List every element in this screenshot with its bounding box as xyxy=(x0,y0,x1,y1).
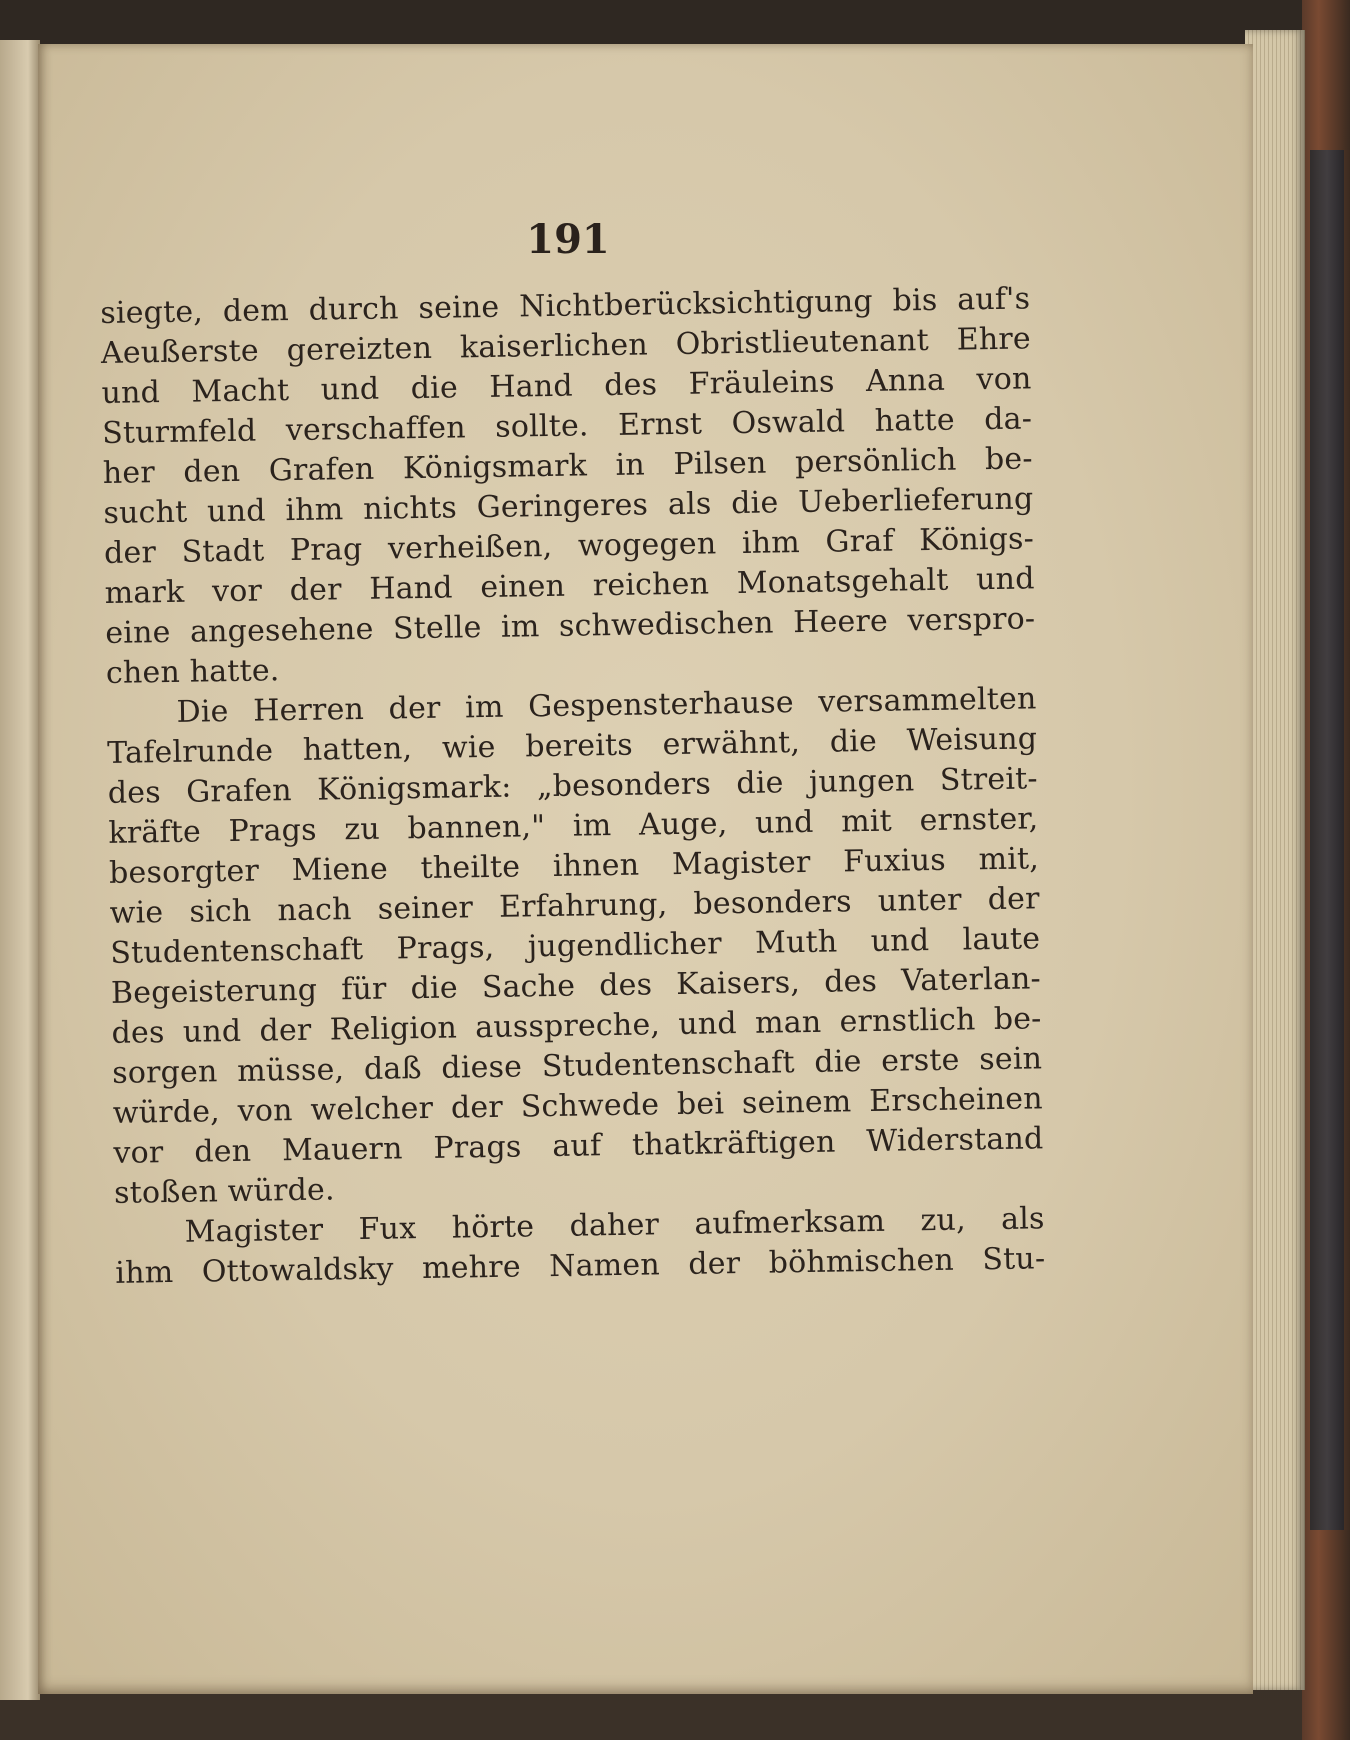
paragraph xyxy=(106,679,1044,1214)
text-line: Magister Fux hörte daher aufmerksam zu, als xyxy=(184,1201,1045,1250)
text-line: Die Herren der im Gespensterhause versammelten xyxy=(176,681,1037,730)
text-line: Begeisterung für die Sache des Kaisers, des Vaterlan- xyxy=(110,961,1042,1011)
facing-page-edge xyxy=(0,40,40,1700)
page-number: 191 xyxy=(526,216,610,263)
book-page xyxy=(38,44,1253,1694)
text-line: sucht und ihm nichts Geringeres als die Ueberlieferung xyxy=(103,481,1034,531)
text-line: Studentenschaft Prags, jugendlicher Muth und laute xyxy=(110,921,1041,971)
text-line: des und der Religion ausspreche, und man ernstlich be- xyxy=(111,1001,1042,1051)
text-line: Sturmfeld verschaffen sollte. Ernst Oswald hatte da- xyxy=(101,401,1033,451)
text-line: des Grafen Königsmark: „besonders die jungen Streit- xyxy=(107,761,1039,811)
text-line: chen hatte. xyxy=(105,653,280,691)
paragraph xyxy=(100,279,1036,694)
text-line: besorgter Miene theilte ihnen Magister Fuxius mit, xyxy=(108,841,1040,891)
text-line: sorgen müsse, daß diese Studentenschaft die erste sein xyxy=(111,1041,1043,1091)
text-line: wie sich nach seiner Erfahrung, besonders unter der xyxy=(109,881,1040,931)
text-line: siegte, dem durch seine Nichtberücksichtigung bis auf's xyxy=(100,281,1031,331)
text-line: und Macht und die Hand des Fräuleins Anna von xyxy=(101,361,1032,411)
text-line: vor den Mauern Prags auf thatkräftigen Widerstand xyxy=(113,1121,1044,1171)
text-line: ihm Ottowaldsky mehre Namen der böhmischen Stu- xyxy=(115,1241,1046,1291)
text-line: würde, von welcher der Schwede bei seinem Erscheinen xyxy=(112,1081,1044,1131)
cover-band xyxy=(1310,150,1344,1530)
text-line: Tafelrunde hatten, wie bereits erwähnt, die Weisung xyxy=(106,721,1038,771)
book-cover-edge xyxy=(1302,0,1350,1740)
page-stack-edges xyxy=(1245,30,1305,1690)
text-line: Aeußerste gereizten kaiserlichen Obristlieutenant Ehre xyxy=(100,321,1032,371)
text-line: her den Grafen Königsmark in Pilsen persönlich be- xyxy=(102,441,1033,491)
text-line: stoßen würde. xyxy=(113,1172,335,1211)
paragraph xyxy=(114,1199,1045,1294)
text-line: mark vor der Hand einen reichen Monatsgehalt und xyxy=(104,561,1035,611)
text-line: kräfte Prags zu bannen," im Auge, und mit ernster, xyxy=(108,801,1039,851)
text-line: eine angesehene Stelle im schwedischen Heere verspro- xyxy=(105,601,1036,651)
text-line: der Stadt Prag verheißen, wogegen ihm Graf Königs- xyxy=(103,521,1035,571)
body-text xyxy=(100,279,1046,1293)
